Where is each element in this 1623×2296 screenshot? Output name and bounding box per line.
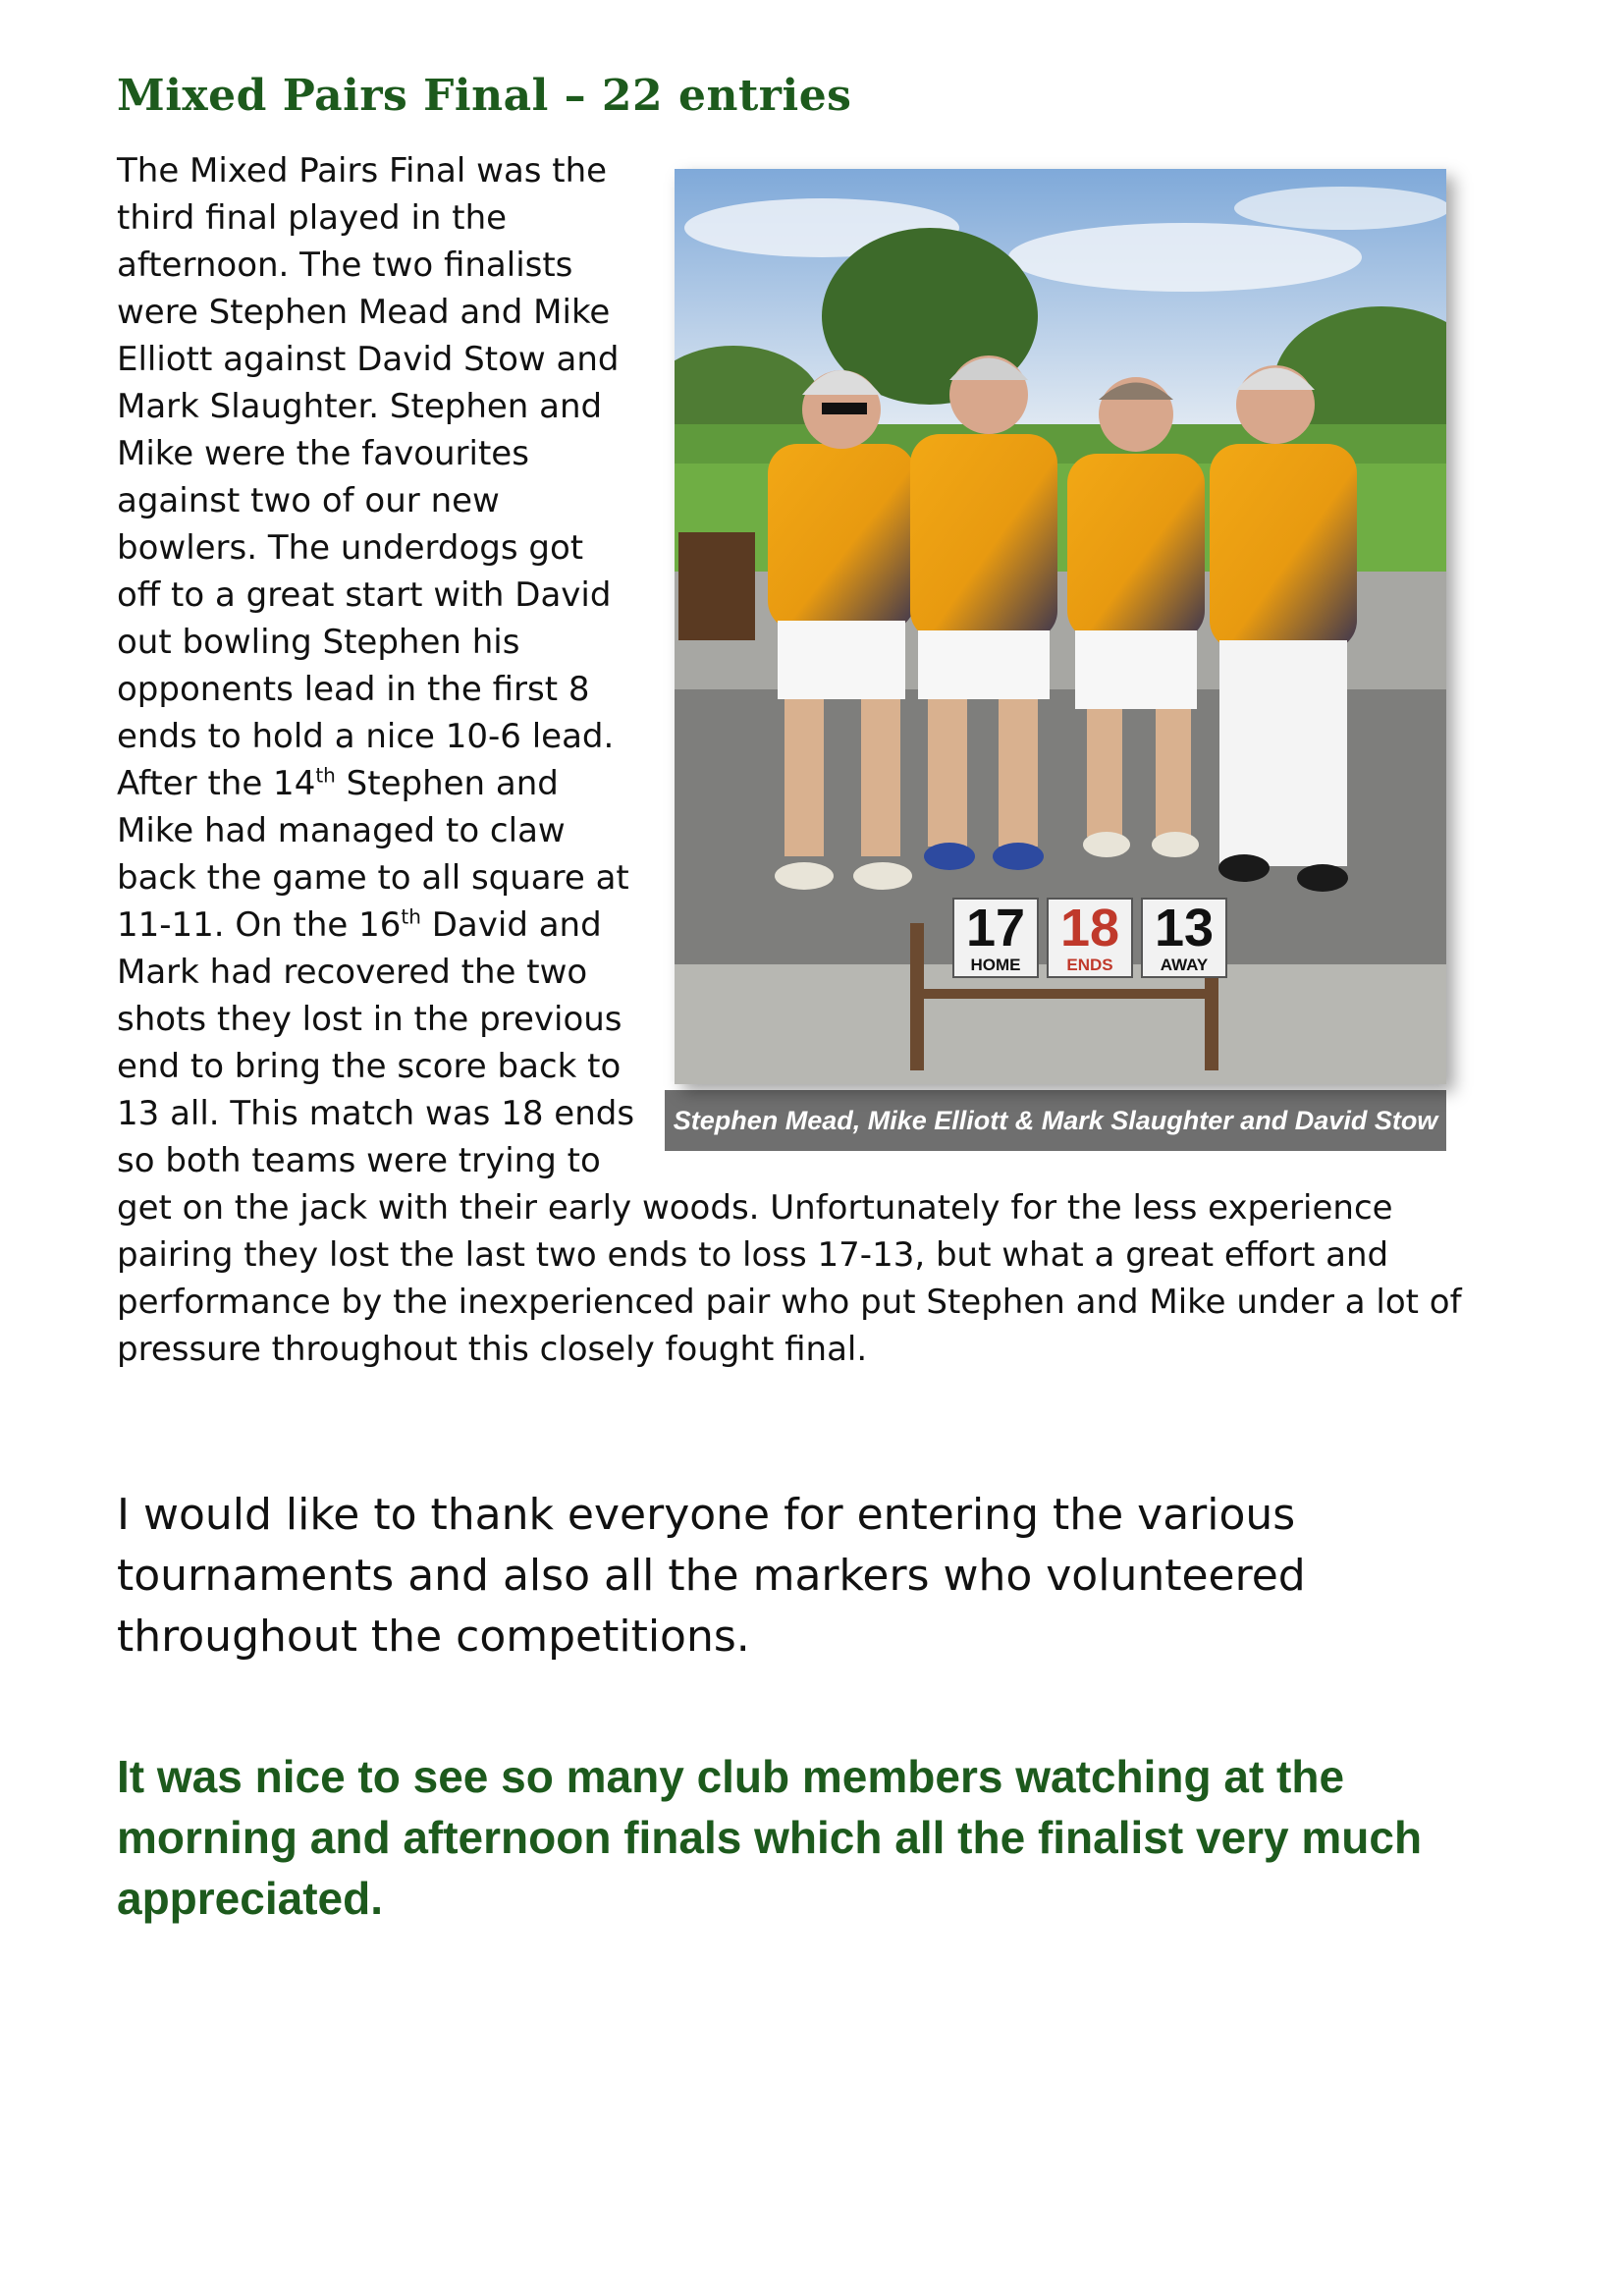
home-score: 17: [965, 899, 1026, 957]
body-text-part-2: Stephen and Mike had managed to claw back the game to all square at 11-11. On the 16: [117, 764, 629, 945]
closing-paragraph: It was nice to see so many club members watching at the morning and afternoon finals which all the finalist very much appreciated.: [117, 1751, 1423, 1924]
scoreboard: [952, 898, 1227, 978]
ordinal-suffix: th: [401, 904, 421, 929]
body-text-part-3: David and Mark had recovered the two shots they lost in the previous end to bring the score back to 13 all. This match was 18 ends so both teams were trying to get on the jack with their early woods. Unfortunately for the less experience pairing they lost the last two ends to loss 17-13, but what a great effort and performance by the inexperienced pair who put Stephen and Mike under a lot of pressure throughout this closely fought final.: [117, 905, 1462, 1369]
away-label: AWAY: [1160, 956, 1209, 974]
body-text-part-1: The Mixed Pairs Final was the third final played in the afternoon. The two finalists were Stephen Mead and Mike Elliott against David Stow and Mark Slaughter. Stephen and Mike were the favourites against two of our new bowlers. The underdogs got off to a great start with David out bowling Stephen his opponents lead in the first 8 ends to hold a nice 10-6 lead. After the 14: [117, 151, 620, 803]
away-score: 13: [1154, 899, 1215, 957]
ordinal-suffix: th: [315, 763, 336, 788]
home-score-card: [952, 898, 1039, 978]
ends-count: 18: [1059, 899, 1120, 957]
photo-figure: [665, 169, 1450, 1151]
article-body: [117, 147, 1511, 1373]
away-score-card: [1141, 898, 1227, 978]
ends-score-card: [1047, 898, 1133, 978]
home-label: HOME: [970, 956, 1021, 974]
photo-caption: Stephen Mead, Mike Elliott & Mark Slaughter and David Stow: [665, 1090, 1446, 1151]
article-title: Mixed Pairs Final – 22 entries: [117, 71, 852, 121]
ends-label: ENDS: [1066, 956, 1113, 974]
team-photo: [675, 169, 1446, 1084]
thanks-paragraph: I would like to thank everyone for entering the various tournaments and also all the markers who volunteered throughout the competitions.: [117, 1490, 1306, 1662]
